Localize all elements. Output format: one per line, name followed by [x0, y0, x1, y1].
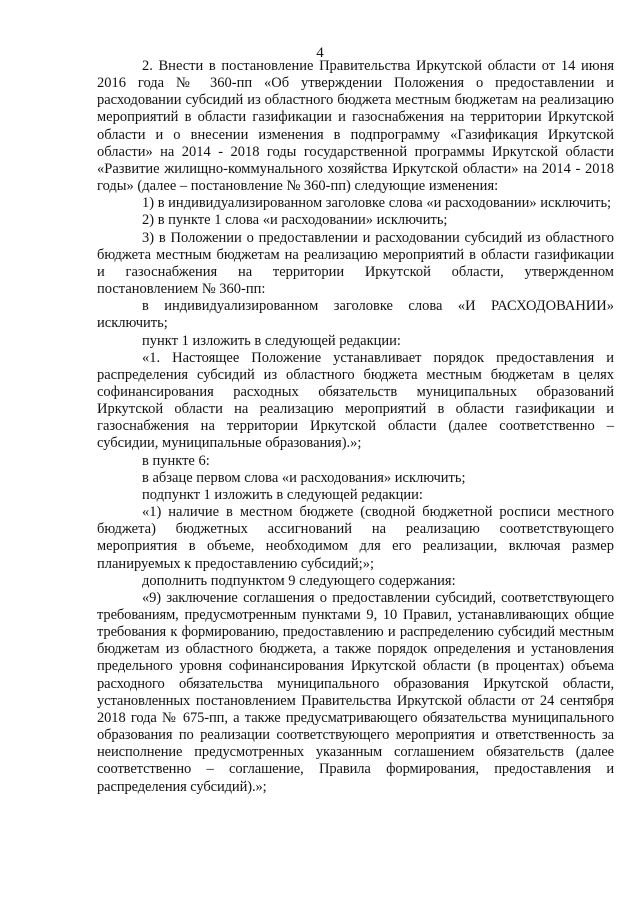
document-body — [97, 58, 614, 796]
paragraph-subpoint-9-intro: дополнить подпунктом 9 следующего содержания: — [142, 572, 456, 589]
paragraph-point-6-abzac: в абзаце первом слова «и расходования» исключить; — [142, 469, 466, 486]
paragraph-title-change: в индивидуализированном заголовке слова «И РАСХОДОВАНИИ» исключить; — [97, 298, 614, 332]
paragraph-subpoint-1-intro: подпункт 1 изложить в следующей редакции: — [142, 486, 423, 503]
paragraph-subpoint-9-text: «9) заключение соглашения о предоставлении субсидий, соответствующего требованиям, предусмотренным пунктами 9, 10 Правил, устанавливающих общие требования к формированию, предоставлению и распределению субсидий местным бюджетам из областного бюджета, а также порядок определения и установления предельного уровня софинансирования Иркутской области (в процентах) объема расходного обязательства муниципального образования Иркутской области, установленных постановлением Правительства Иркутской области от 24 сентября 2018 года № 675-пп, а также предусматривающего обязательства муниципального образования по реализации соответствующего мероприятия и ответственность за неисполнение предусмотренных указанным соглашением обязательств (далее соответственно – соглашение, Правила формирования, предоставления и распределения субсидий).»; — [97, 589, 614, 795]
paragraph-item-2: 2) в пункте 1 слова «и расходовании» исключить; — [142, 212, 448, 229]
paragraph-item-3: 3) в Положении о предоставлении и расходовании субсидий из областного бюджета местным бюджетам на реализацию мероприятий в области газификации и газоснабжения на территории Иркутской области, утвержденном постановлением № 360-пп: — [97, 229, 614, 298]
paragraph-item-1: 1) в индивидуализированном заголовке слова «и расходовании» исключить; — [142, 195, 612, 212]
page-number: 4 — [316, 45, 324, 61]
paragraph-point-6: в пункте 6: — [142, 452, 210, 469]
paragraph-subpoint-1-text: «1) наличие в местном бюджете (сводной бюджетной росписи местного бюджета) бюджетных ассигнований на реализацию соответствующего мероприятия в объеме, необходимом для его реализации, включая размер планируемых к предоставлению субсидий;»; — [97, 504, 614, 572]
paragraph-point-1-text: «1. Настоящее Положение устанавливает порядок предоставления и распределения субсидий из областного бюджета местным бюджетам в целях софинансирования расходных обязательств муниципальных образований Иркутской области на реализацию мероприятий в области газификации и газоснабжения на территории Иркутской области (далее соответственно – субсидии, муниципальные образования).»; — [97, 349, 614, 452]
paragraph-point-1-intro: пункт 1 изложить в следующей редакции: — [142, 332, 401, 349]
paragraph-amendment-intro: 2. Внести в постановление Правительства Иркутской области от 14 июня 2016 года № 360-пп «Об утверждении Положения о предоставлении и расходовании субсидий из областного бюджета местным бюджетам на реализацию мероприятий в области газификации и газоснабжения на территории Иркутской области и о внесении изменения в подпрограмму «Газификация Иркутской области» на 2014 - 2018 годы государственной программы Иркутской области «Развитие жилищно-коммунального хозяйства Иркутской области» на 2014 - 2018 годы» (далее – постановление № 360-пп) следующие изменения: — [97, 58, 614, 195]
